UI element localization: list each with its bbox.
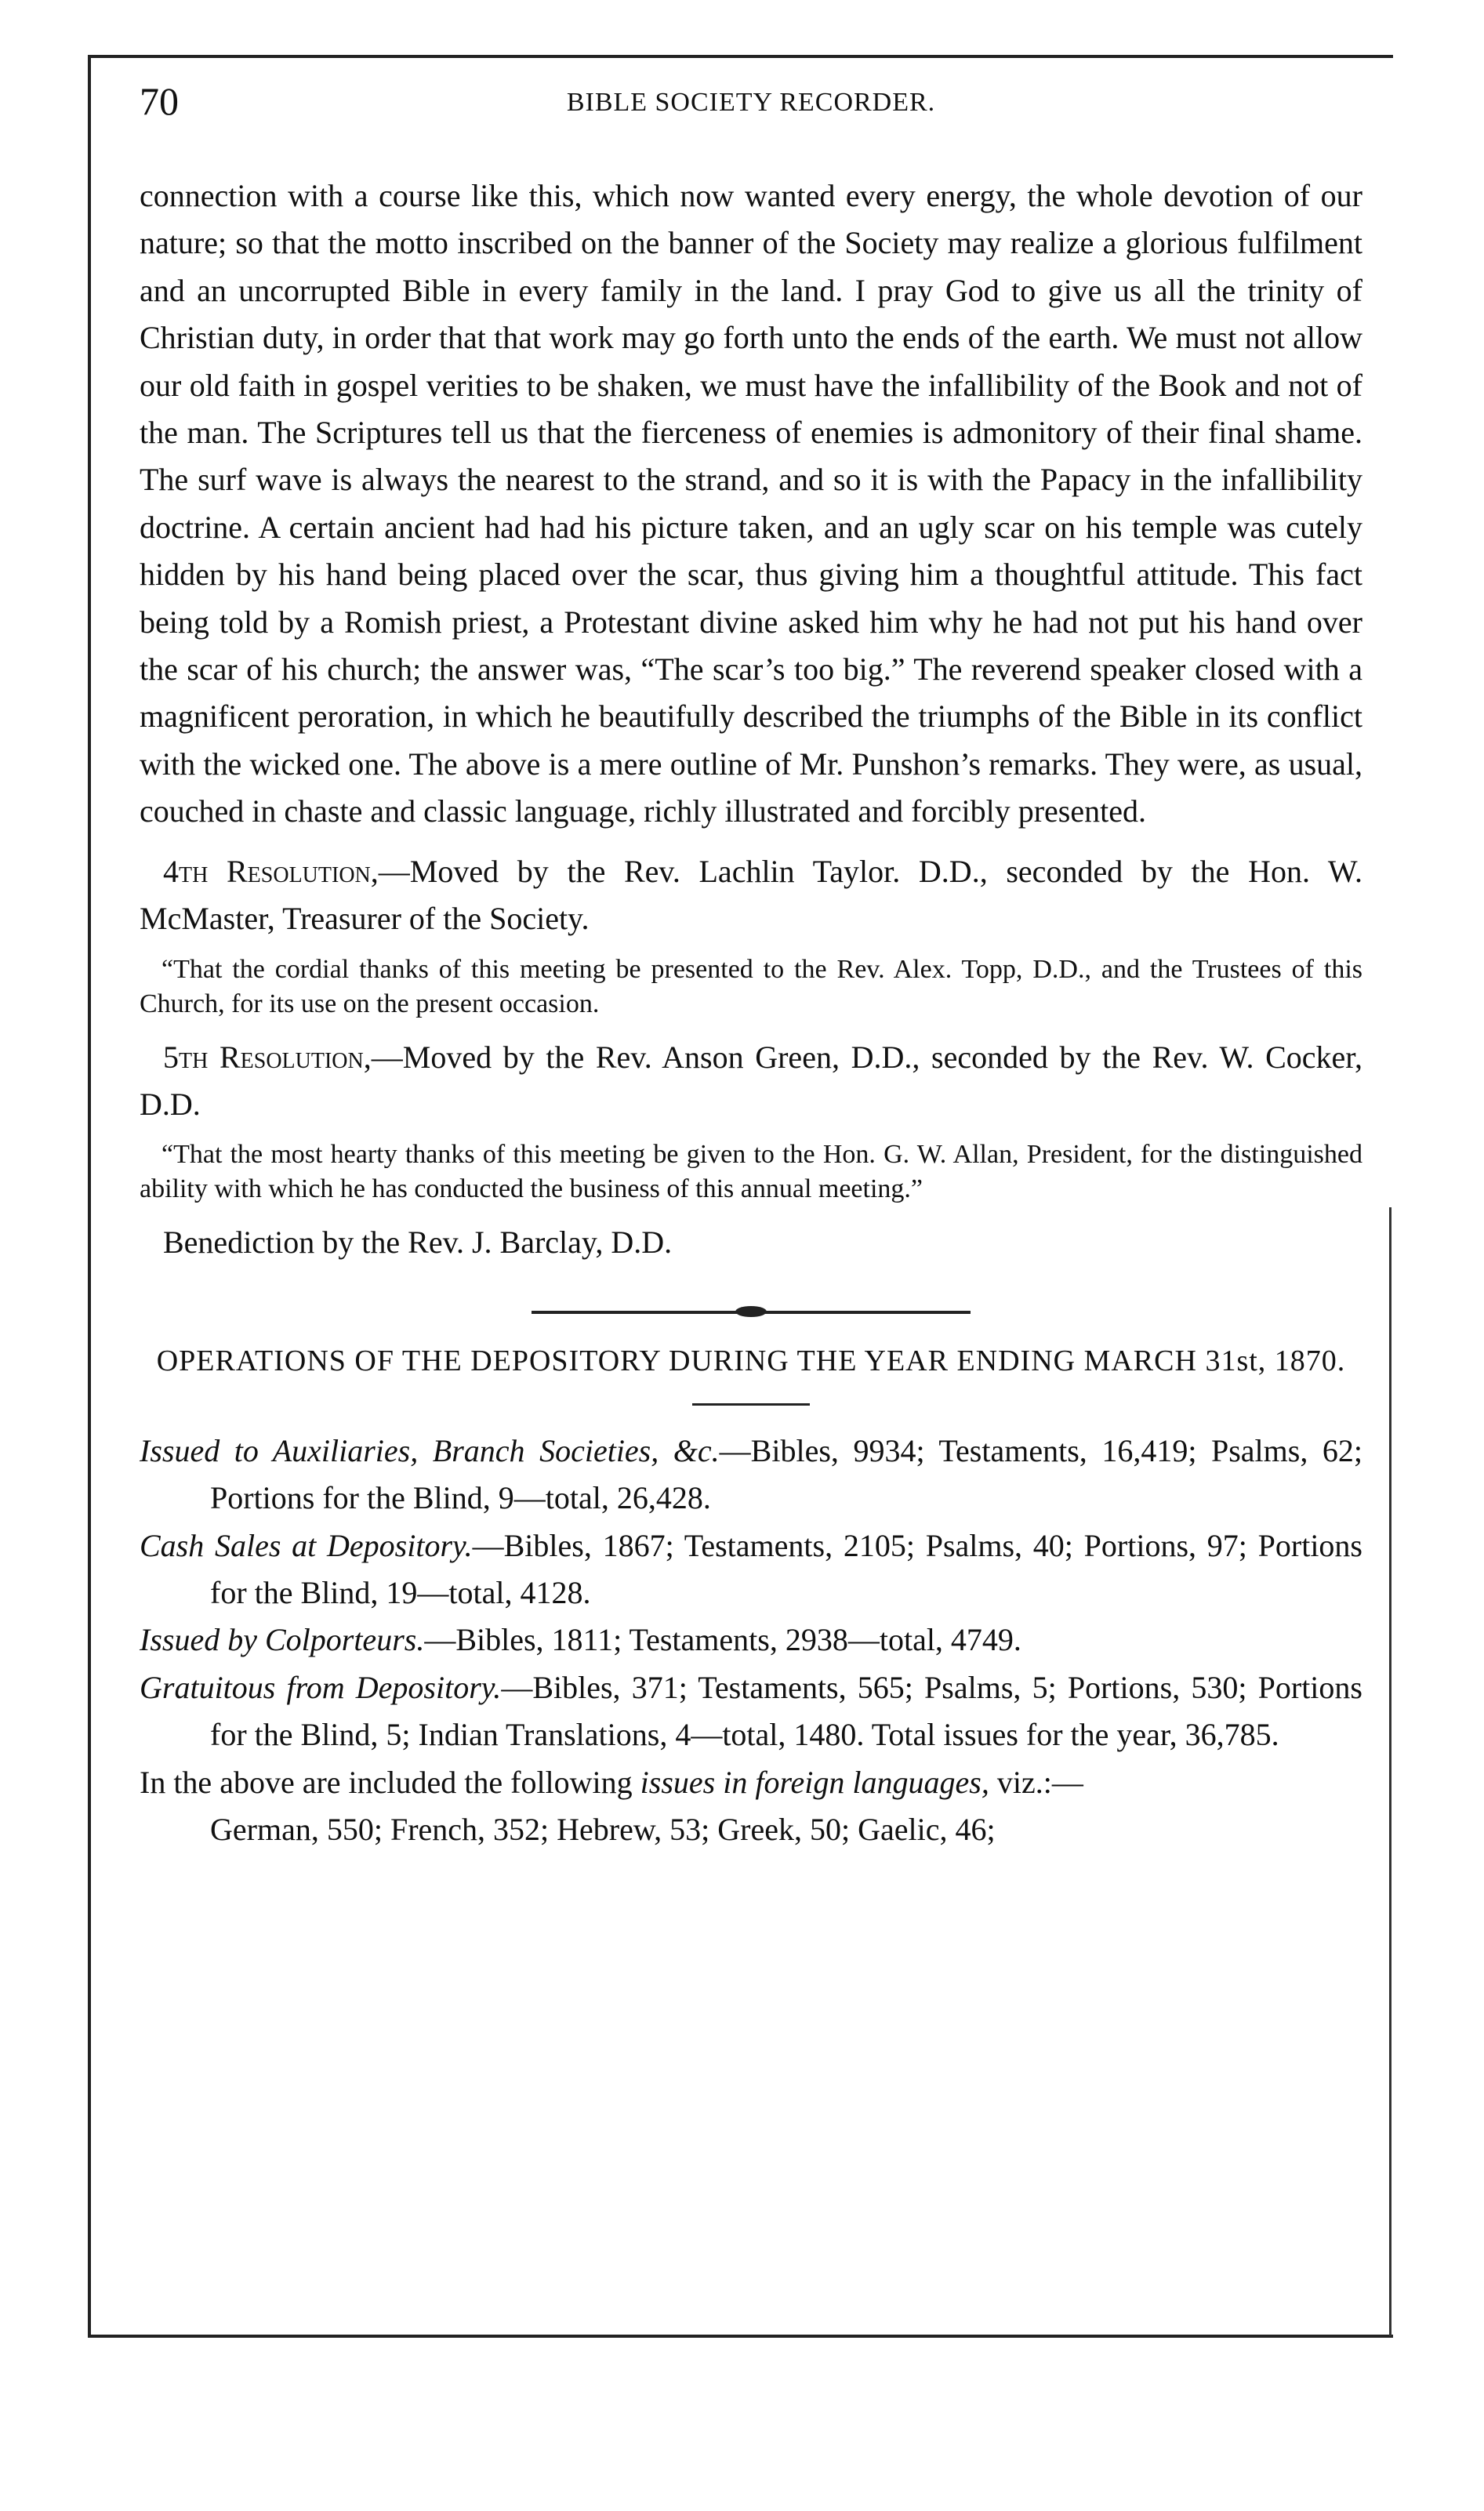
- section-title: OPERATIONS OF THE DEPOSITORY DURING THE YEAR ENDING MARCH 31st, 1870.: [156, 1344, 1346, 1377]
- foreign-languages-list: German, 550; French, 352; Hebrew, 53; Greek, 50; Gaelic, 46;: [210, 1811, 996, 1847]
- entry-label: Issued to Auxiliaries, Branch Societies, &c.: [140, 1432, 720, 1468]
- page-border-top: [88, 55, 1393, 58]
- entry-gratuitous: [140, 1664, 1362, 1759]
- entry-colporteurs: [140, 1617, 1362, 1664]
- resolution-4-quote: “That the cordial thanks of this meeting be presented to the Rev. Alex. Topp, D.D., and the Trustees of this Church, for its use on the present occasion.: [140, 954, 1362, 1018]
- short-rule: [692, 1403, 810, 1406]
- entry-cash-sales: [140, 1522, 1362, 1617]
- resolution-5-label: 5th Resolution,: [163, 1039, 372, 1075]
- foreign-languages-intro: [140, 1759, 1362, 1806]
- page-header: [140, 78, 1362, 141]
- entry-text: —Bibles, 1867; Testaments, 2105; Psalms, 40; Portions, 97; Portions for the Blind, 19—total, 4128.: [210, 1527, 1362, 1610]
- entry-text: —Bibles, 1811; Testaments, 2938—total, 4749.: [424, 1622, 1021, 1658]
- resolution-5-quote: “That the most hearty thanks of this meeting be given to the Hon. G. W. Allan, President, for the distinguished ability with which he has conducted the business of this annual meeting.”: [140, 1140, 1362, 1204]
- entry-text: —Bibles, 9934; Testaments, 16,419; Psalms, 62; Portions for the Blind, 9—total, 26,428.: [210, 1432, 1363, 1516]
- paragraph-speech: connection with a course like this, which now wanted every energy, the whole devotion of our nature; so that the motto inscribed on the banner of the Society may realize a glorious fulfilment and an uncorrupted Bible in every family in the land. I pray God to give us all the trinity of Christian duty, in order that that work may go forth unto the ends of the earth. We must not allow our old faith in gospel verities to be shaken, we must have the infallibility of the Book and not of the man. The Scriptures tell us that the fierceness of enemies is admonitory of their final shame. The surf wave is always the nearest to the strand, and so it is with the Papacy in the infallibility doctrine. A certain ancient had had his picture taken, and an ugly scar on his temple was cutely hidden by his hand being placed over the scar, thus giving him a thoughtful attitude. This fact being told by a Romish priest, a Protestant divine asked him why he had not put his hand over the scar of his church; the answer was, “The scar’s too big.” The reverend speaker closed with a magnificent peroration, in which he beautifully described the triumphs of the Bible in its conflict with the wicked one. The above is a mere outline of Mr. Punshon’s remarks. They were, as usual, couched in chaste and classic language, richly illustrated and forcibly presented.: [140, 178, 1362, 829]
- page-border-right: [1389, 1207, 1391, 2336]
- benediction: Benediction by the Rev. J. Barclay, D.D.: [163, 1225, 673, 1261]
- foreign-intro-end: viz.:—: [996, 1764, 1083, 1800]
- entry-label: Cash Sales at Depository.: [140, 1527, 473, 1563]
- page-border-bottom: [88, 2335, 1393, 2338]
- resolution-5-text: —Moved by the Rev. Anson Green, D.D., seconded by the Rev. W. Cocker, D.D.: [140, 1039, 1363, 1122]
- foreign-intro-text: In the above are included the following: [140, 1764, 633, 1800]
- foreign-intro-italic: issues in foreign languages,: [640, 1764, 989, 1800]
- entry-label: Gratuitous from Depository.: [140, 1669, 502, 1705]
- entry-text: —Bibles, 371; Testaments, 565; Psalms, 5; Portions, 530; Portions for the Blind, 5; Indian Translations, 4—total, 1480. Total issues for the year, 36,785.: [210, 1669, 1362, 1753]
- page-number: 70: [140, 79, 179, 123]
- resolution-4-text: —Moved by the Rev. Lachlin Taylor. D.D., seconded by the Hon. W. McMaster, Treasurer of the Society.: [140, 853, 1363, 937]
- resolution-4-label: 4th Resolution,: [163, 853, 379, 889]
- entry-auxiliaries: [140, 1428, 1362, 1522]
- resolution-4: [140, 848, 1362, 943]
- running-head: BIBLE SOCIETY RECORDER.: [566, 88, 936, 117]
- entry-label: Issued by Colporteurs.: [140, 1622, 425, 1658]
- article-body: [140, 172, 1362, 1853]
- ornamental-divider: [532, 1311, 971, 1314]
- page-border-left: [88, 55, 91, 2336]
- resolution-5: [140, 1034, 1362, 1129]
